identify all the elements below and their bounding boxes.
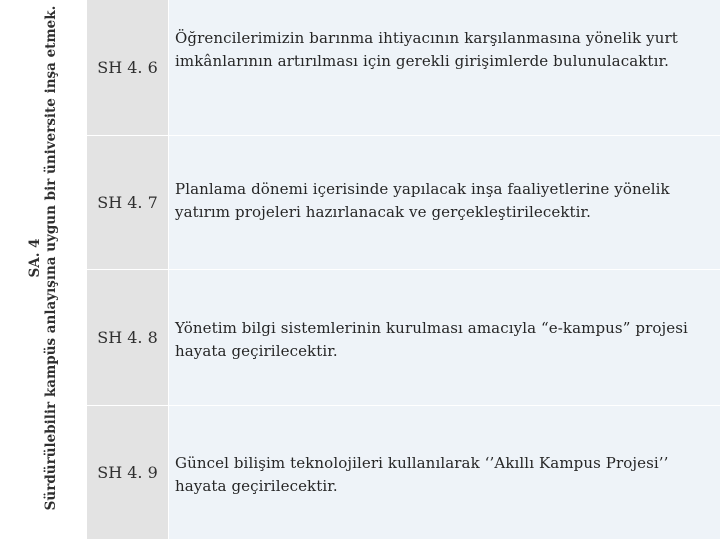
target-description-cell [168, 406, 720, 539]
target-description-cell [168, 0, 720, 135]
target-code: SH 4. 9 [97, 463, 158, 482]
target-description: Yönetim bilgi sistemlerinin kurulması amacıyla “e-kampus” projesi hayata geçirilecektir. [175, 318, 688, 360]
goal-description: Sürdürülebilir kampüs anlayışına uygun bir üniversite inşa etmek. [43, 5, 59, 511]
target-description-cell [168, 270, 720, 405]
target-code: SH 4. 7 [97, 193, 158, 212]
table-row [86, 136, 720, 270]
goal-code: SA. 4 [27, 238, 43, 278]
target-description: Güncel bilişim teknolojileri kullanılarak ‘’Akıllı Kampus Projesi’’ hayata geçirilecektir. [175, 454, 669, 495]
targets-table [86, 0, 720, 540]
target-code: SH 4. 8 [97, 328, 158, 347]
target-code-cell [86, 270, 168, 405]
table-row [86, 0, 720, 136]
target-code: SH 4. 6 [97, 58, 158, 77]
target-description: Planlama dönemi içerisinde yapılacak inşa faaliyetlerine yönelik yatırım projeleri hazırlanacak ve gerçekleştirilecektir. [175, 180, 670, 221]
target-code-cell [86, 136, 168, 269]
strategic-goal-cell [0, 0, 86, 540]
strategic-goal-heading [27, 0, 59, 518]
table-row [86, 270, 720, 406]
target-description-cell [168, 136, 720, 269]
target-code-cell [86, 0, 168, 135]
target-description: Öğrencilerimizin barınma ihtiyacının karşılanmasına yönelik yurt imkânlarının artırılması için gerekli girişimlerde bulunulacaktır. [175, 28, 678, 70]
table-row [86, 406, 720, 540]
target-code-cell [86, 406, 168, 539]
